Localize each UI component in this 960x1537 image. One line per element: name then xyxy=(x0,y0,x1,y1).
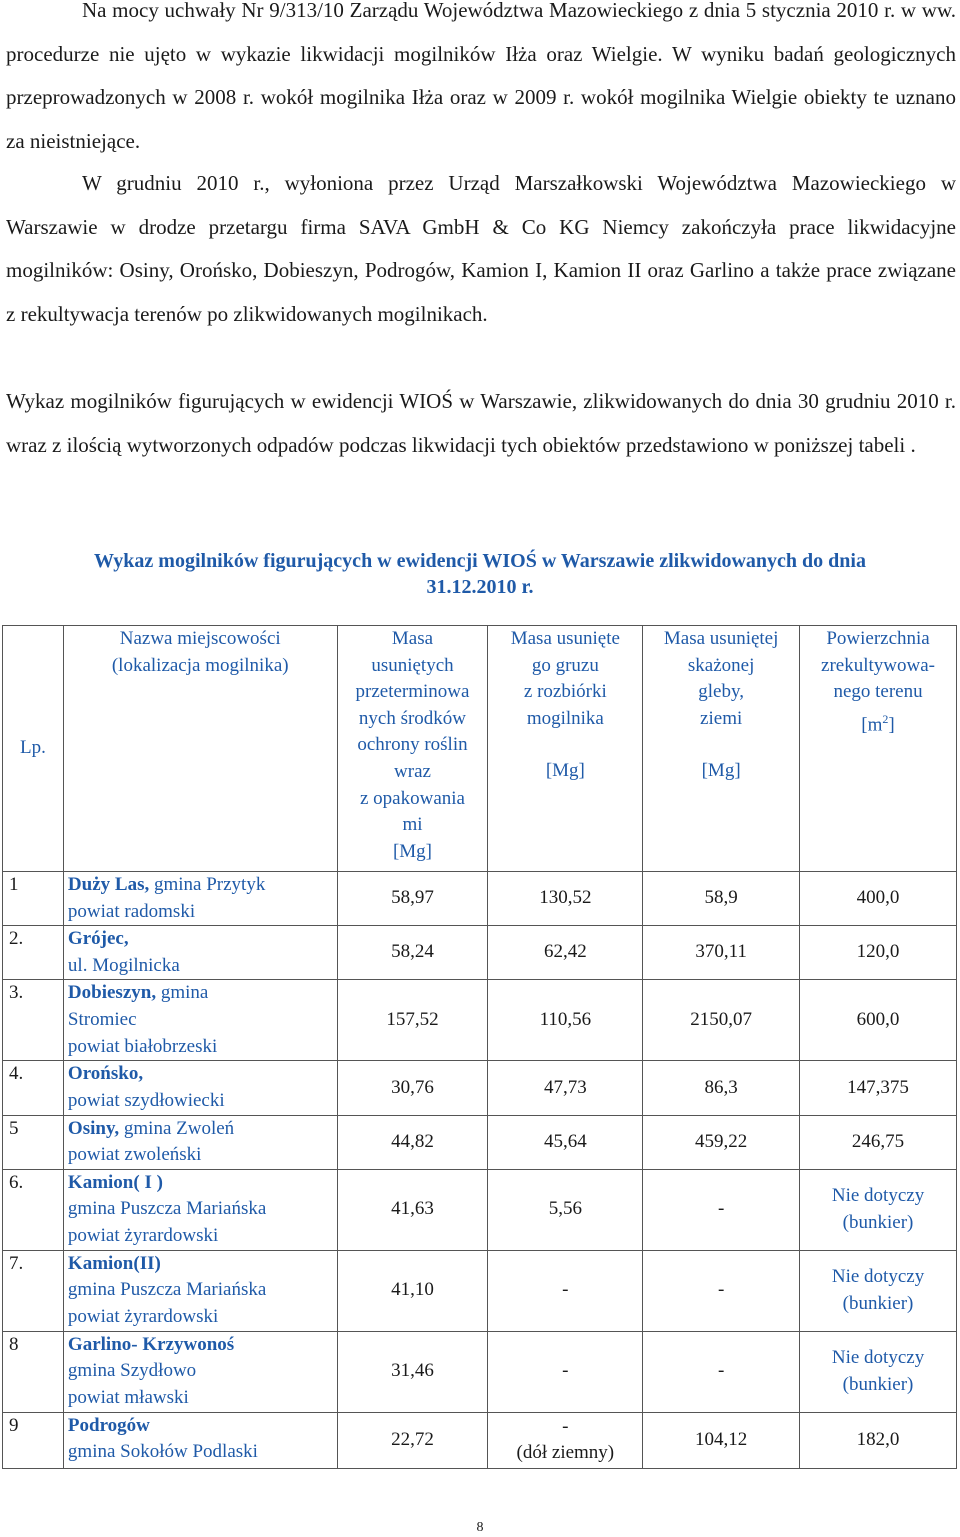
cell-rubble: - xyxy=(488,1250,643,1331)
cell-location: Duży Las, gmina Przytyk powiat radomski xyxy=(63,872,337,926)
cell-area: 400,0 xyxy=(800,872,957,926)
cell-location: Dobieszyn, gmina Stromiec powiat białobrzeski xyxy=(63,980,337,1061)
cell-lp: 8 xyxy=(3,1331,64,1412)
page-number: 8 xyxy=(476,1520,484,1535)
cell-lp: 4. xyxy=(3,1061,64,1115)
cell-area: 182,0 xyxy=(800,1412,957,1468)
cell-lp: 2. xyxy=(3,926,64,980)
cell-pesticides: 44,82 xyxy=(337,1115,488,1169)
cell-soil: 104,12 xyxy=(643,1412,800,1468)
cell-pesticides: 22,72 xyxy=(337,1412,488,1468)
cell-soil: 459,22 xyxy=(643,1115,800,1169)
paragraph-1: Na mocy uchwały Nr 9/313/10 Zarządu Województwa Mazowieckiego z dnia 5 stycznia 2010 r. w ww. procedurze nie ujęto w wykazie likwidacji mogilników Iłża oraz Wielgie. W wyniku badań geologicznych przeprowadzonych w 2008 r. wokół mogilnika Iłża oraz w 2009 r. wokół mogilnika Wielgie obiekty te uznano za nieistniejące. xyxy=(6,0,956,153)
cell-area: Nie dotyczy (bunkier) xyxy=(800,1250,957,1331)
cell-area: 246,75 xyxy=(800,1115,957,1169)
cell-soil: - xyxy=(643,1169,800,1250)
cell-soil: 86,3 xyxy=(643,1061,800,1115)
cell-pesticides: 41,10 xyxy=(337,1250,488,1331)
header-pesticides: Masa usuniętych przeterminowa nych środków ochrony roślin wraz z opakowania mi [Mg] xyxy=(337,626,488,872)
table-row xyxy=(3,1250,957,1331)
cell-location: Orońsko, powiat szydłowiecki xyxy=(63,1061,337,1115)
cell-rubble: - xyxy=(488,1331,643,1412)
cell-pesticides: 157,52 xyxy=(337,980,488,1061)
header-lp: Lp. xyxy=(3,626,64,872)
cell-pesticides: 31,46 xyxy=(337,1331,488,1412)
cell-lp: 3. xyxy=(3,980,64,1061)
table-row xyxy=(3,1169,957,1250)
cell-rubble: 110,56 xyxy=(488,980,643,1061)
table-row xyxy=(3,980,957,1061)
cell-pesticides: 41,63 xyxy=(337,1169,488,1250)
cell-location: Osiny, gmina Zwoleń powiat zwoleński xyxy=(63,1115,337,1169)
cell-rubble: 5,56 xyxy=(488,1169,643,1250)
paragraph-2: W grudniu 2010 r., wyłoniona przez Urząd Marszałkowski Województwa Mazowieckiego w Warszawie w drodze przetargu firma SAVA GmbH & Co KG Niemcy zakończyła prace likwidacyjne mogilników: Osiny, Orońsko, Dobieszyn, Podrogów, Kamion I, Kamion II oraz Garlino a także prace związane z rekultywacja terenów po zlikwidowanych mogilnikach. xyxy=(6,171,956,326)
table-title-line-1: Wykaz mogilników figurujących w ewidencji WIOŚ w Warszawie zlikwidowanych do dnia xyxy=(94,550,866,572)
cell-location: Podrogów gmina Sokołów Podlaski xyxy=(63,1412,337,1468)
cell-rubble: - (dół ziemny) xyxy=(488,1412,643,1468)
table-row xyxy=(3,1115,957,1169)
cell-area: Nie dotyczy (bunkier) xyxy=(800,1331,957,1412)
cell-rubble: 45,64 xyxy=(488,1115,643,1169)
cell-location: Grójec, ul. Mogilnicka xyxy=(63,926,337,980)
cell-lp: 6. xyxy=(3,1169,64,1250)
header-area: Powierzchnia zrekultywowa- nego terenu $[m^2]$ xyxy=(800,626,957,872)
cell-area: 120,0 xyxy=(800,926,957,980)
cell-location: Garlino- Krzywonoś gmina Szydłowo powiat mławski xyxy=(63,1331,337,1412)
cell-lp: 5 xyxy=(3,1115,64,1169)
cell-rubble: 47,73 xyxy=(488,1061,643,1115)
table-title xyxy=(0,548,960,600)
header-row xyxy=(3,626,957,872)
paragraph-3: Wykaz mogilników figurujących w ewidencji WIOŚ w Warszawie, zlikwidowanych do dnia 30 grudniu 2010 r. wraz z ilością wytworzonych odpadów podczas likwidacji tych obiektów przedstawiono w poniższej tabeli . xyxy=(6,389,956,457)
cell-rubble: 130,52 xyxy=(488,872,643,926)
cell-soil: 370,11 xyxy=(643,926,800,980)
header-rubble: Masa usunięte go gruzu z rozbiórki mogilnika [Mg] xyxy=(488,626,643,872)
table-row xyxy=(3,1331,957,1412)
cell-lp: 7. xyxy=(3,1250,64,1331)
cell-rubble: 62,42 xyxy=(488,926,643,980)
table-title-line-2: 31.12.2010 r. xyxy=(426,576,534,598)
cell-location: Kamion(II) gmina Puszcza Mariańska powiat żyrardowski xyxy=(63,1250,337,1331)
cell-soil: - xyxy=(643,1250,800,1331)
header-soil: Masa usuniętej skażonej gleby, ziemi [Mg] xyxy=(643,626,800,872)
table-row xyxy=(3,1412,957,1468)
cell-area: 600,0 xyxy=(800,980,957,1061)
table-row xyxy=(3,872,957,926)
cell-soil: 2150,07 xyxy=(643,980,800,1061)
cell-area: 147,375 xyxy=(800,1061,957,1115)
data-table xyxy=(2,625,957,1469)
cell-area: Nie dotyczy (bunkier) xyxy=(800,1169,957,1250)
cell-pesticides: 58,97 xyxy=(337,872,488,926)
cell-lp: 1 xyxy=(3,872,64,926)
cell-location: Kamion( I ) gmina Puszcza Mariańska powiat żyrardowski xyxy=(63,1169,337,1250)
table-row xyxy=(3,1061,957,1115)
table-row xyxy=(3,926,957,980)
cell-lp: 9 xyxy=(3,1412,64,1468)
header-name: Nazwa miejscowości (lokalizacja mogilnika) xyxy=(63,626,337,872)
cell-soil: 58,9 xyxy=(643,872,800,926)
cell-soil: - xyxy=(643,1331,800,1412)
cell-pesticides: 30,76 xyxy=(337,1061,488,1115)
cell-pesticides: 58,24 xyxy=(337,926,488,980)
